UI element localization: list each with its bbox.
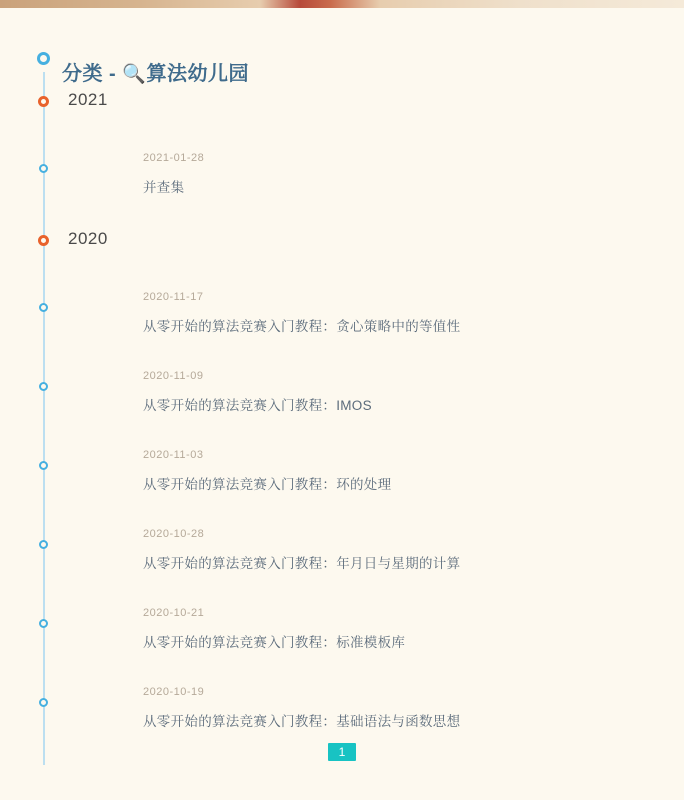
year-bullet-icon [38, 96, 49, 107]
page-title-prefix: 分类 - [62, 63, 123, 86]
post-bullet-icon [39, 303, 48, 312]
post-bullet-icon [39, 164, 48, 173]
list-item[interactable] [18, 587, 684, 666]
post-bullet-icon [39, 382, 48, 391]
archive-timeline [18, 72, 684, 765]
year-label: 2020 [68, 229, 108, 248]
post-title-link[interactable]: 从零开始的算法竞赛入门教程：标准模板库 [143, 635, 406, 650]
post-date: 2020-10-21 [143, 607, 205, 619]
year-label: 2021 [68, 90, 108, 109]
year-bullet-icon [38, 235, 49, 246]
post-title-link[interactable]: 并查集 [143, 180, 185, 195]
page-title-text: 算法幼儿园 [146, 63, 249, 86]
post-bullet-icon [39, 540, 48, 549]
post-date: 2020-11-09 [143, 370, 204, 382]
page-container [0, 8, 684, 800]
post-title-link[interactable]: 从零开始的算法竞赛入门教程：基础语法与函数思想 [143, 714, 461, 729]
post-bullet-icon [39, 461, 48, 470]
list-item[interactable] [18, 350, 684, 429]
list-item[interactable] [18, 271, 684, 350]
post-date: 2020-10-19 [143, 686, 205, 698]
post-title-link[interactable]: 从零开始的算法竞赛入门教程：环的处理 [143, 477, 392, 492]
list-item[interactable] [18, 429, 684, 508]
list-item[interactable] [18, 508, 684, 587]
post-date: 2020-10-28 [143, 528, 205, 540]
timeline-year-group-2021 [18, 72, 684, 132]
page-header [18, 8, 684, 86]
post-title-link[interactable]: 从零开始的算法竞赛入门教程：贪心策略中的等值性 [143, 319, 461, 334]
header-bullet-icon [37, 52, 50, 65]
timeline-year-group-2020 [18, 211, 684, 271]
post-date: 2020-11-03 [143, 449, 204, 461]
pagination-page-1[interactable]: 1 [328, 743, 356, 761]
post-title-link[interactable]: 从零开始的算法竞赛入门教程：年月日与星期的计算 [143, 556, 461, 571]
post-date: 2021-01-28 [143, 152, 205, 164]
magnifier-icon: 🔍 [122, 64, 147, 86]
list-item[interactable] [18, 132, 684, 211]
decorative-top-strip [0, 0, 684, 8]
post-bullet-icon [39, 619, 48, 628]
pagination [0, 743, 684, 761]
post-bullet-icon [39, 698, 48, 707]
list-item[interactable] [18, 666, 684, 745]
post-title-link[interactable]: 从零开始的算法竞赛入门教程：IMOS [143, 398, 372, 413]
post-date: 2020-11-17 [143, 291, 204, 303]
